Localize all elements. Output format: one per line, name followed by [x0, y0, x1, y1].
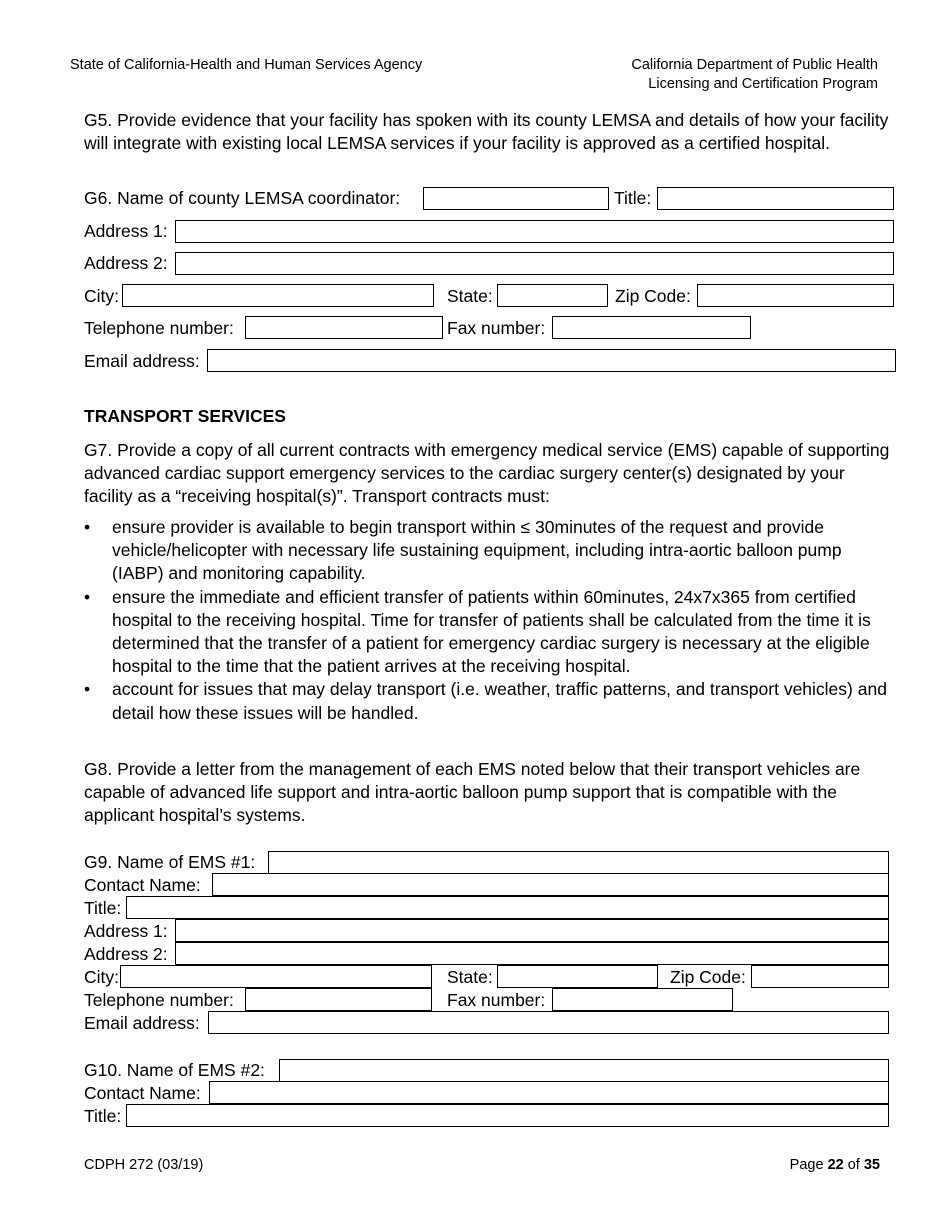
- g9-zip-field[interactable]: [751, 965, 889, 988]
- g6-coordinator-field[interactable]: [423, 187, 609, 210]
- g9-name-field[interactable]: [268, 851, 889, 874]
- g9-fax-label: Fax number:: [447, 990, 546, 1010]
- g9-title-label: Title:: [84, 898, 122, 918]
- g6-telephone-label: Telephone number:: [84, 318, 234, 338]
- footer-page-number: [790, 1156, 880, 1175]
- page-prefix: Page: [789, 1157, 828, 1173]
- list-item: • ensure the immediate and efficient transfer of patients within 60minutes, 24x7x365 from certified hospital to the receiving hospital. Time for transfer of patients shall be calculated from the time it is determined that the transfer of a patient for emergency cardiac surgery is necessary at the eligible hospital to the time that the patient arrives at the receiving hospital.: [84, 586, 894, 679]
- page-mid: of: [843, 1157, 864, 1173]
- g9-contact-field[interactable]: [212, 873, 889, 896]
- header-department-line1: California Department of Public Health: [631, 57, 878, 73]
- footer-form-id: CDPH 272 (03/19): [84, 1157, 204, 1173]
- g10-name-label: G10. Name of EMS #2:: [84, 1060, 265, 1080]
- g7-paragraph: G7. Provide a copy of all current contracts with emergency medical service (EMS) capable of supporting advanced cardiac support emergency services to the cardiac surgery center(s) designated by your facility as a “receiving hospital(s)”. Transport contracts must:: [84, 440, 890, 507]
- g10-contact-field[interactable]: [209, 1081, 889, 1104]
- g9-telephone-field[interactable]: [245, 988, 432, 1011]
- g6-coordinator-label: G6. Name of county LEMSA coordinator:: [84, 188, 401, 208]
- g6-address2-label: Address 2:: [84, 253, 168, 273]
- g9-address1-label: Address 1:: [84, 921, 168, 941]
- header-agency: State of California-Health and Human Services Agency: [70, 57, 423, 73]
- g6-city-field[interactable]: [122, 284, 434, 307]
- g6-address2-field[interactable]: [175, 252, 894, 275]
- g8-paragraph: G8. Provide a letter from the management of each EMS noted below that their transport vehicles are capable of advanced life support and intra-aortic balloon pump support that is compatible with the applicant hospital’s systems.: [84, 759, 861, 826]
- g6-city-label: City:: [84, 286, 119, 306]
- g9-city-label: City:: [84, 967, 119, 987]
- g9-email-label: Email address:: [84, 1013, 200, 1033]
- g6-email-field[interactable]: [207, 349, 896, 372]
- g6-title-field[interactable]: [657, 187, 894, 210]
- g10-contact-label: Contact Name:: [84, 1083, 201, 1103]
- page-current: 22: [827, 1157, 844, 1173]
- g9-fax-field[interactable]: [552, 988, 733, 1011]
- g9-telephone-label: Telephone number:: [84, 990, 234, 1010]
- g6-state-field[interactable]: [497, 284, 608, 307]
- g9-zip-label: Zip Code:: [670, 967, 746, 987]
- g9-address2-field[interactable]: [175, 942, 889, 965]
- page-total: 35: [863, 1157, 880, 1173]
- g9-contact-label: Contact Name:: [84, 875, 201, 895]
- g9-address1-field[interactable]: [175, 919, 889, 942]
- g6-state-label: State:: [447, 286, 493, 306]
- header-department-line2: Licensing and Certification Program: [648, 76, 878, 92]
- g5-paragraph: G5. Provide evidence that your facility has spoken with its county LEMSA and details of how your facility will integrate with existing local LEMSA services if your facility is approved as a certified hospital.: [84, 110, 889, 154]
- g10-title-label: Title:: [84, 1106, 122, 1126]
- g9-title-field[interactable]: [126, 896, 889, 919]
- list-item: • ensure provider is available to begin transport within ≤ 30minutes of the request and provide vehicle/helicopter with necessary life sustaining equipment, including intra-aortic balloon pump (IABP) and monitoring capability.: [84, 516, 894, 586]
- transport-services-heading: TRANSPORT SERVICES: [84, 406, 286, 426]
- g9-address2-label: Address 2:: [84, 944, 168, 964]
- g6-zip-field[interactable]: [697, 284, 894, 307]
- g6-email-label: Email address:: [84, 351, 200, 371]
- g6-fax-label: Fax number:: [447, 318, 546, 338]
- g9-email-field[interactable]: [208, 1011, 889, 1034]
- g9-state-field[interactable]: [497, 965, 658, 988]
- g6-fax-field[interactable]: [552, 316, 751, 339]
- g10-name-field[interactable]: [279, 1059, 889, 1082]
- g9-city-field[interactable]: [120, 965, 432, 988]
- list-item: • account for issues that may delay transport (i.e. weather, traffic patterns, and transport vehicles) and detail how these issues will be handled.: [84, 678, 894, 724]
- g6-address1-label: Address 1:: [84, 221, 168, 241]
- g10-title-field[interactable]: [126, 1104, 889, 1127]
- g9-state-label: State:: [447, 967, 493, 987]
- g6-title-label: Title:: [614, 188, 652, 208]
- g6-address1-field[interactable]: [175, 220, 894, 243]
- g6-zip-label: Zip Code:: [615, 286, 691, 306]
- g9-name-label: G9. Name of EMS #1:: [84, 852, 256, 872]
- header-department: [631, 56, 878, 94]
- transport-requirements-list: [84, 516, 894, 725]
- g6-telephone-field[interactable]: [245, 316, 443, 339]
